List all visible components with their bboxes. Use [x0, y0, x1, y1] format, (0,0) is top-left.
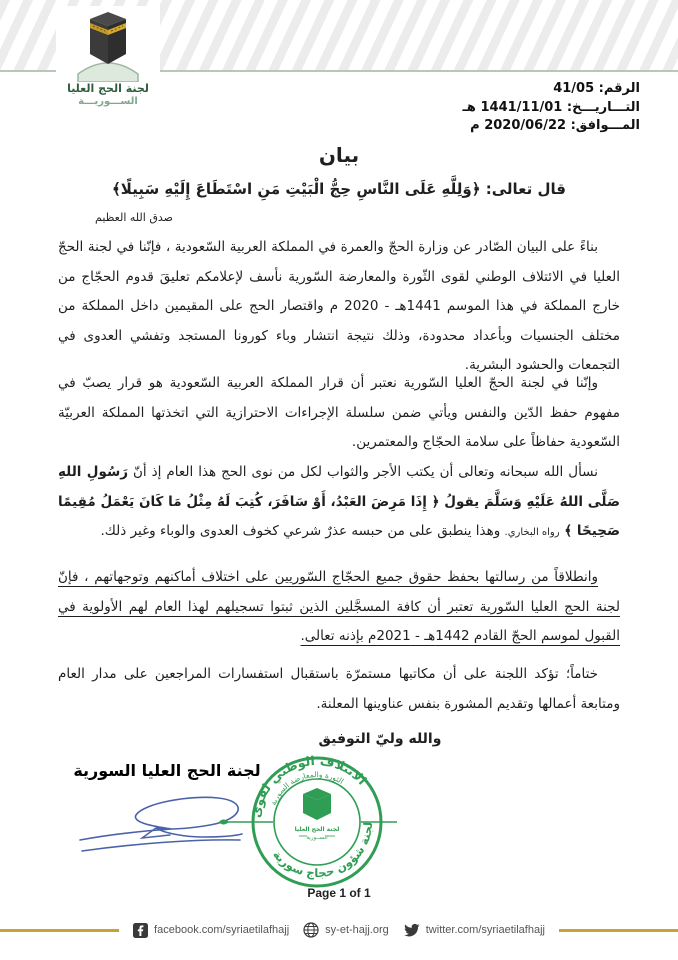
stamp-kaaba-icon [303, 788, 331, 820]
ref-hijri-era: هـ [462, 99, 476, 115]
facebook-link[interactable] [133, 923, 289, 938]
facebook-url: facebook.com/syriaetilafhajj [154, 924, 290, 936]
footer-rule-right [559, 929, 678, 932]
stamp-center-line1: لجنة الحج العليا [294, 826, 340, 833]
paragraph-decision-support: وإنّنا في لجنة الحجّ العليا السّورية نعتبر أن قرار المملكة العربية السّعودية هو قرار يصبّ في مفهوم حفظ الدّين والنفس ويأتي ضمن سلسلة الإجراءات الاحترازية التي اتخذتها المملكة العربيّة السّعودية حفاظاً على سلامة الحجّاج والمعتمرين. [58, 375, 620, 450]
ref-number-label: الرقم: [598, 81, 640, 96]
closing-phrase: والله وليّ التوفيق [318, 731, 442, 747]
signature-org-name: لجنة الحج العليا السورية [73, 761, 261, 780]
hadith-lead: نسأل الله سبحانه وتعالى أن يكتب الأجر والثواب لكل من نوى الحج هذا العام إذ أنّ [128, 464, 598, 480]
quran-verse: قال تعالى: ﴿وَلِلَّهِ عَلَى النَّاسِ حِجُّ الْبَيْتِ مَنِ اسْتَطَاعَ إِلَيْهِ سَبِيلًا﴾ [112, 180, 566, 198]
twitter-url: twitter.com/syriaetilafhajj [425, 924, 545, 936]
page-title: بيان [318, 143, 360, 167]
hadith-quote: رَسُولِ اللهِ صَلَّى اللهُ عَلَيْهِ وَسَلَّمَ يقولُ ﴿ إِذَا مَرِضَ العَبْدُ، أَوْ سَافَرَ، كُتِبَ لَهُ مِثْلُ مَا كَانَ يَعْمَلُ مُقِيمًا صَحِيحًا ﴾ [58, 464, 620, 539]
stamp-center-line2: الســورية [306, 835, 328, 841]
facebook-icon [133, 923, 148, 938]
ref-greg-label: المـــوافق: [570, 118, 640, 133]
website-url: sy-et-hajj.org [325, 924, 389, 936]
page-number: Page 1 of 1 [307, 886, 371, 900]
logo-name-line2: الســـوريـــة [78, 96, 138, 107]
committee-round-stamp [247, 752, 387, 892]
twitter-link[interactable] [403, 923, 545, 938]
reference-block [462, 80, 640, 136]
stamp-arc-mid-text: الثورة والمعارضة السورية [268, 769, 346, 807]
ref-greg-value: 2020/06/22 [484, 118, 567, 133]
ref-hijri-value: 1441/11/01 [480, 99, 563, 115]
ref-number-row [462, 80, 640, 99]
footer-rule-left [0, 929, 119, 932]
hadith-narrator: رواه البخاري. [504, 527, 560, 538]
kaaba-logo-icon [76, 8, 140, 82]
ref-greg-row [462, 117, 640, 136]
paragraph-offices-open: ختاماً؛ تؤكد اللجنة على أن مكاتبها مستمرّة باستقبال استفسارات المراجعين على مدار العام ومتابعة أعمالها وتقديم المشورة بنفس عناوينها المعلنة. [58, 666, 620, 712]
verse-attribution: صدق الله العظيم [95, 211, 173, 224]
logo-name-line1: لجنة الحج العليا [67, 82, 149, 95]
paragraph-hadith [58, 458, 620, 548]
footer-social-bar [0, 922, 678, 938]
committee-logo [56, 6, 160, 116]
twitter-icon [403, 923, 420, 938]
globe-icon [303, 922, 319, 938]
stamp-arc-top-text: الائتلاف الوطني لقوى [247, 752, 370, 819]
hadith-tail: وهذا ينطبق على من حبسه عذرٌ شرعي كخوف العدوى والوباء وغير ذلك. [100, 523, 505, 539]
ref-greg-era: م [470, 118, 480, 133]
handwritten-signature [72, 788, 262, 866]
ref-hijri-row [462, 99, 640, 118]
website-link[interactable] [303, 922, 389, 938]
ref-hijri-label: التـــاريـــخ: [566, 99, 640, 115]
ref-number-value: 41/05 [553, 81, 595, 96]
paragraph-priority-next-season: وانطلاقاً من رسالتها بحفظ حقوق جميع الحجّاج السّوريين على اختلاف أماكنهم وتوجهاتهم ، فإنّ لجنة الحج العليا السّورية تعتبر أن كافة المسجَّلين الذين ثبتوا تسجيلهم لهذا العام لهم الأولوية في القبول لموسم الحجّ القادم 1442هـ - 2021م بإذنه تعالى. [58, 569, 620, 644]
paragraph-suspension-announcement: بناءً على البيان الصّادر عن وزارة الحجّ والعمرة في المملكة العربية السّعودية ، فإنّنا في لجنة الحجّ العليا في الائتلاف الوطني لقوى الثّورة والمعارضة السّورية نأسف لإعلامكم تعليقَ قدوم الحجّاج من خارج المملكة في هذا الموسم 1441هـ - 2020 م واقتصار الحج على المقيمين داخل المملكة من مختلف الجنسيات وبأعداد محدودة، وذلك نتيجة انتشار وباء كورونا المستجد وتفشي العدوى في التجمعات والحشود البشرية. [58, 239, 620, 373]
stamp-arc-bottom-text: لجنة شؤون حجاج سورية [270, 821, 376, 881]
